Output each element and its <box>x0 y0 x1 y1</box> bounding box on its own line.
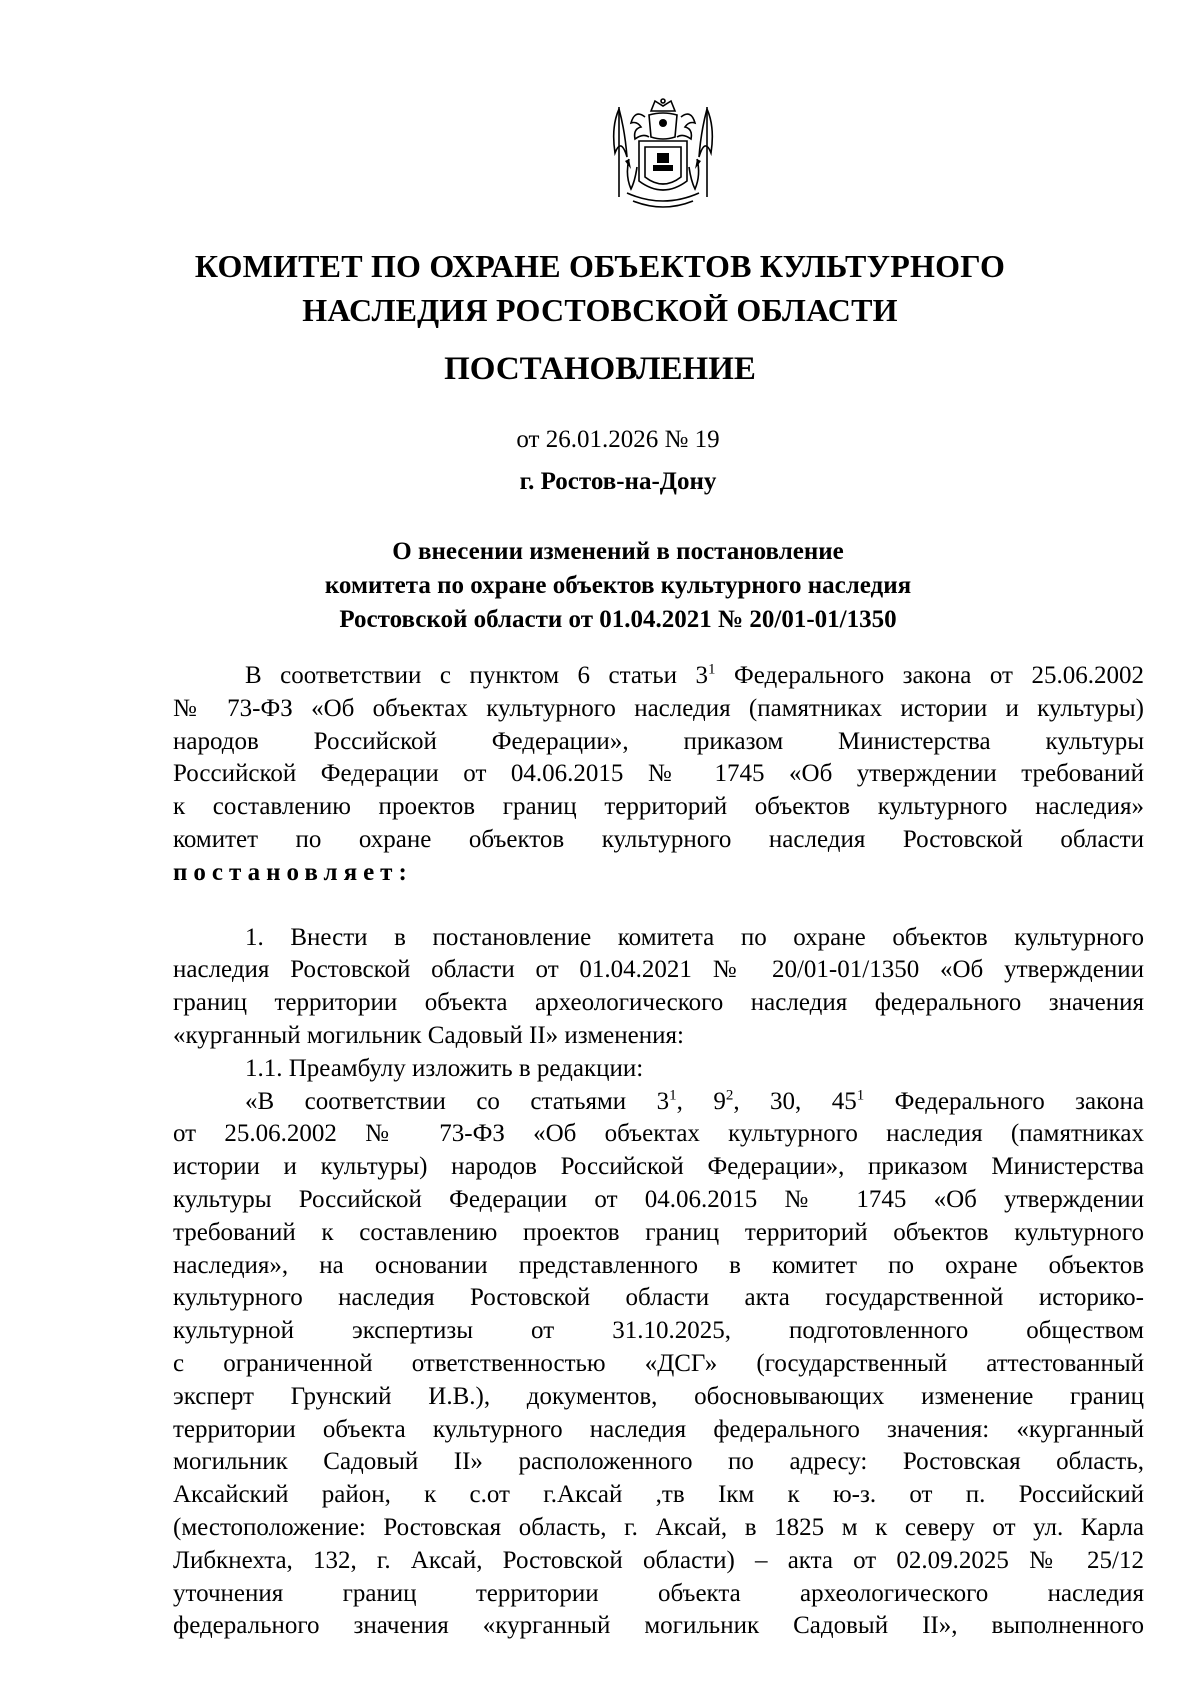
paragraph-new-preamble <box>173 1086 1144 1644</box>
text-line: В соответствии с пунктом 6 статьи $3^1$ Федерального закона от 25.06.2002 <box>245 661 1144 689</box>
text-line: эксперт Грунский И.В.), документов, обосновывающих изменение границ <box>173 1382 1144 1410</box>
text-line: к составлению проектов границ территорий объектов культурного наследия» <box>173 793 1144 821</box>
text-line: народов Российской Федерации», приказом Министерства культуры <box>173 727 1144 755</box>
text-line: наследия Ростовской области от 01.04.2021 № 20/01-01/1350 «Об утверждении <box>173 956 1144 984</box>
text-line: Либкнехта, 132, г. Аксай, Ростовской области) – акта от 02.09.2025 № 25/12 <box>173 1546 1144 1574</box>
subject-line1: О внесении изменений в постановление <box>392 538 844 565</box>
text-line: Российской Федерации от 04.06.2015 № 1745 «Об утверждении требований <box>173 760 1144 788</box>
text-line: от 25.06.2002 № 73-ФЗ «Об объектах культурного наследия (памятниках <box>173 1120 1144 1148</box>
text-line: требований к составлению проектов границ территорий объектов культурного <box>173 1218 1144 1246</box>
text-line: территории объекта культурного наследия федерального значения: «курганный <box>173 1415 1144 1443</box>
text-line: культурной экспертизы от 31.10.2025, подготовленного обществом <box>173 1317 1144 1345</box>
text-line: истории и культуры) народов Российской Федерации», приказом Министерства <box>173 1153 1144 1181</box>
text-line: границ территории объекта археологического наследия федерального значения <box>173 989 1144 1017</box>
subject-line3: Ростовской области от 01.04.2021 № 20/01-01/1350 <box>339 606 897 633</box>
document-subject <box>0 535 1200 637</box>
text-line: уточнения границ территории объекта археологического наследия <box>173 1579 1144 1607</box>
organization-name-line2: НАСЛЕДИЯ РОСТОВСКОЙ ОБЛАСТИ <box>302 292 898 328</box>
coat-of-arms-emblem <box>605 97 721 215</box>
text-line: комитет по охране объектов культурного наследия Ростовской области <box>173 825 1144 853</box>
text-line: «В соответствии со статьями $3^1$, $9^2$, 30, $45^1$ Федерального закона <box>245 1087 1144 1115</box>
paragraph-item-1 <box>173 922 1144 1053</box>
organization-name <box>0 244 1200 332</box>
text-line: (местоположение: Ростовская область, г. Аксай, в 1825 м к северу от ул. Карла <box>173 1513 1144 1541</box>
text-line: федерального значения «курганный могильник Садовый II», выполненного <box>173 1612 1144 1640</box>
text-line: наследия», на основании представленного в комитет по охране объектов <box>173 1251 1144 1279</box>
document-type: ПОСТАНОВЛЕНИЕ <box>444 351 756 387</box>
paragraph-item-1-1: 1.1. Преамбулу изложить в редакции: <box>245 1054 644 1082</box>
subject-line2: комитета по охране объектов культурного наследия <box>324 572 912 599</box>
text-line: культуры Российской Федерации от 04.06.2015 № 1745 «Об утверждении <box>173 1185 1144 1213</box>
document-date-number: от 26.01.2026 № 19 <box>516 426 720 453</box>
text-line: № 73-ФЗ «Об объектах культурного наследия (памятниках истории и культуры) <box>173 694 1144 722</box>
text-line: могильник Садовый II» расположенного по адресу: Ростовская область, <box>173 1448 1144 1476</box>
text-line: 1. Внести в постановление комитета по охране объектов культурного <box>245 923 1144 951</box>
text-line: Аксайский район, к с.от г.Аксай ,тв Iкм к ю-з. от п. Российский <box>173 1481 1144 1509</box>
document-body <box>173 660 1144 1643</box>
text-line: с ограниченной ответственностью «ДСГ» (государственный аттестованный <box>173 1349 1144 1377</box>
paragraph-preamble <box>173 660 1144 890</box>
text-line: культурного наследия Ростовской области акта государственной историко- <box>173 1284 1144 1312</box>
document-city: г. Ростов-на-Дону <box>519 468 717 495</box>
text-line: «курганный могильник Садовый II» изменения: <box>173 1021 684 1049</box>
resolves-word: постановляет: <box>173 858 413 886</box>
organization-name-line1: КОМИТЕТ ПО ОХРАНЕ ОБЪЕКТОВ КУЛЬТУРНОГО <box>194 248 1006 284</box>
